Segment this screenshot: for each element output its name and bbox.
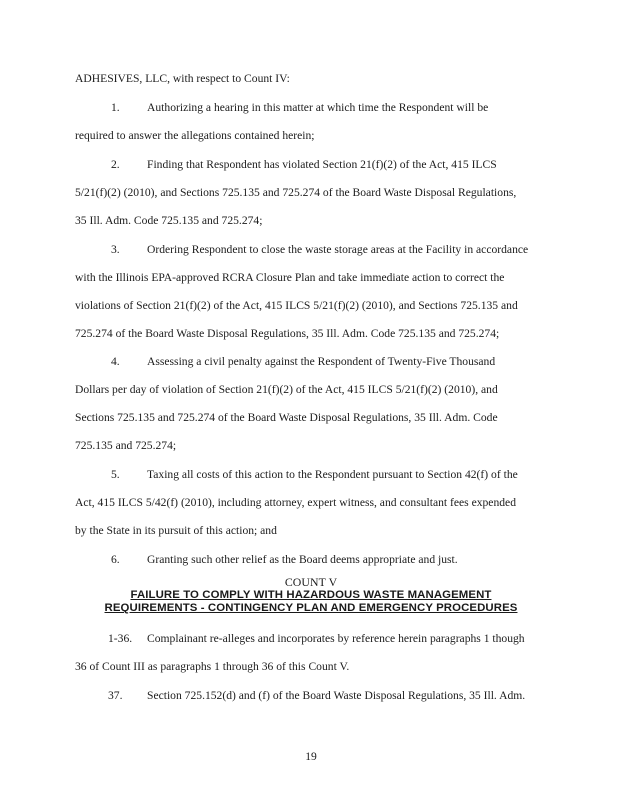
- item-5-line-1: Taxing all costs of this action to the Respondent pursuant to Section 42(f) of the: [147, 468, 518, 481]
- item-4-line-3: Sections 725.135 and 725.274 of the Board Waste Disposal Regulations, 35 Ill. Adm. Code: [75, 411, 498, 424]
- item-4-number: 4.: [111, 355, 120, 368]
- para-1-36-number: 1-36.: [108, 632, 133, 645]
- item-4-line-4: 725.135 and 725.274;: [75, 439, 177, 452]
- item-3-number: 3.: [111, 243, 120, 256]
- item-6-line-1: Granting such other relief as the Board deems appropriate and just.: [147, 553, 458, 566]
- item-2-line-2: 5/21(f)(2) (2010), and Sections 725.135 and 725.274 of the Board Waste Disposal Regulations,: [75, 186, 517, 199]
- para-37-number: 37.: [108, 689, 123, 702]
- item-5-line-2: Act, 415 ILCS 5/42(f) (2010), including attorney, expert witness, and consultant fees expended: [75, 496, 516, 509]
- item-3-line-2: with the Illinois EPA-approved RCRA Closure Plan and take immediate action to correct the: [75, 271, 505, 284]
- item-1-line-1: Authorizing a hearing in this matter at which time the Respondent will be: [147, 101, 489, 114]
- count-title-line-2: REQUIREMENTS - CONTINGENCY PLAN AND EMERGENCY PROCEDURES: [104, 602, 518, 614]
- page-number: 19: [305, 750, 317, 763]
- item-2-number: 2.: [111, 158, 120, 171]
- item-4-line-2: Dollars per day of violation of Section 21(f)(2) of the Act, 415 ILCS 5/21(f)(2) (2010), and: [75, 383, 498, 396]
- item-3-line-1: Ordering Respondent to close the waste storage areas at the Facility in accordance: [147, 243, 529, 256]
- item-3-line-3: violations of Section 21(f)(2) of the Act, 415 ILCS 5/21(f)(2) (2010), and Sections 725.135 and: [75, 299, 518, 312]
- item-1-line-2: required to answer the allegations contained herein;: [75, 129, 315, 142]
- count-heading: COUNT V: [284, 575, 338, 589]
- item-4-line-1: Assessing a civil penalty against the Respondent of Twenty-Five Thousand: [147, 355, 496, 368]
- item-2-line-3: 35 Ill. Adm. Code 725.135 and 725.274;: [75, 214, 263, 227]
- item-6-number: 6.: [111, 553, 120, 566]
- item-5-line-3: by the State in its pursuit of this action; and: [75, 524, 277, 537]
- para-1-36-line-1: Complainant re-alleges and incorporates by reference herein paragraphs 1 though: [147, 632, 525, 645]
- item-2-line-1: Finding that Respondent has violated Section 21(f)(2) of the Act, 415 ILCS: [147, 158, 497, 171]
- count-title-line-1: FAILURE TO COMPLY WITH HAZARDOUS WASTE MANAGEMENT: [130, 589, 492, 601]
- item-5-number: 5.: [111, 468, 120, 481]
- item-3-line-4: 725.274 of the Board Waste Disposal Regulations, 35 Ill. Adm. Code 725.135 and 725.274;: [75, 327, 500, 340]
- para-37-line-1: Section 725.152(d) and (f) of the Board Waste Disposal Regulations, 35 Ill. Adm.: [147, 689, 526, 702]
- item-1-number: 1.: [111, 101, 120, 114]
- para-1-36-line-2: 36 of Count III as paragraphs 1 through 36 of this Count V.: [75, 660, 350, 673]
- intro-line: ADHESIVES, LLC, with respect to Count IV:: [75, 72, 290, 85]
